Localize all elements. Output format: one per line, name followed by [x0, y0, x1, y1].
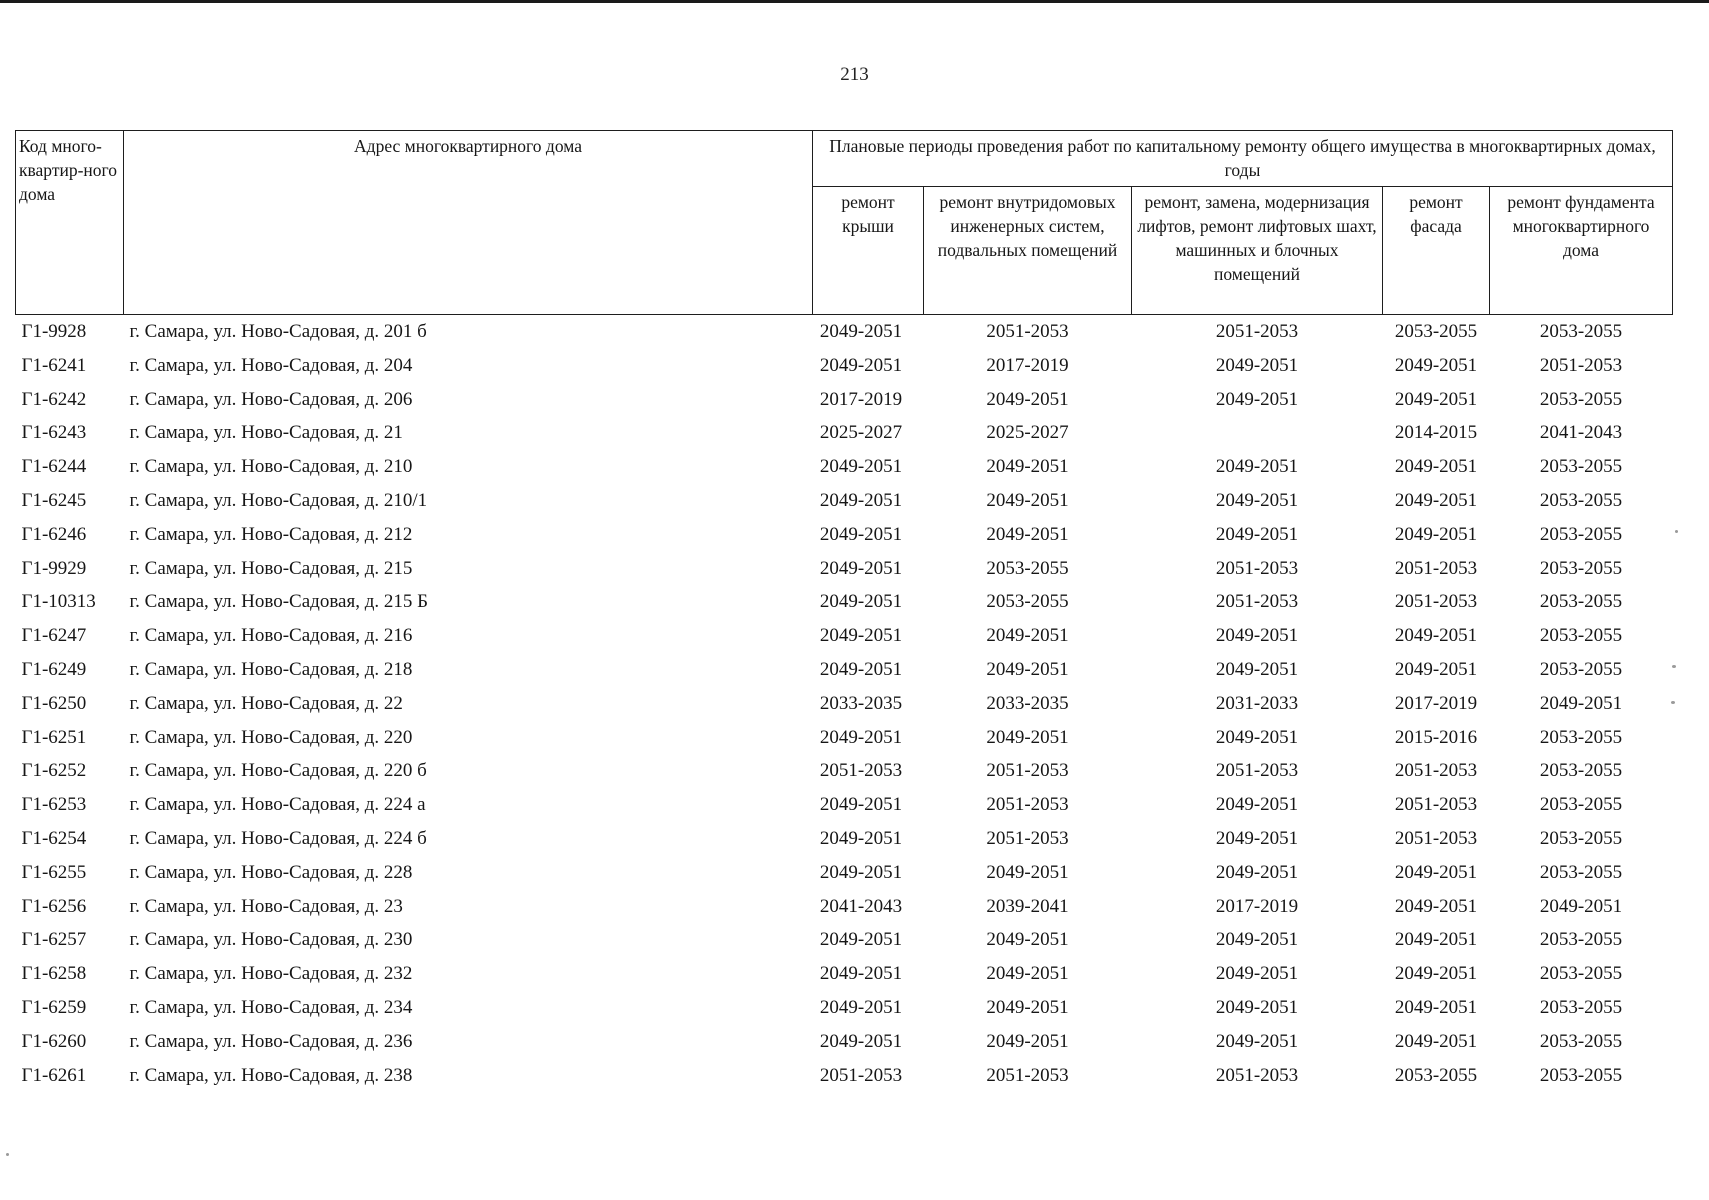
- elevator-repair-period-cell: 2049-2051: [1215, 963, 1299, 985]
- facade-repair-period-cell: 2049-2051: [1394, 1030, 1478, 1052]
- facade-repair-period-cell: 2049-2051: [1394, 523, 1478, 545]
- engineering-systems-period-cell: 2049-2051: [986, 929, 1069, 951]
- house-code-cell: Г1-6247: [21, 625, 87, 647]
- house-code-cell: Г1-9929: [21, 557, 87, 579]
- address-cell: г. Самара, ул. Ново-Садовая, д. 220: [129, 726, 413, 748]
- facade-repair-period-cell: 2051-2053: [1394, 557, 1478, 579]
- scan-speck: [1675, 530, 1678, 533]
- elevator-repair-period-cell: 2051-2053: [1215, 760, 1299, 782]
- elevator-repair-period-cell: 2051-2053: [1215, 557, 1299, 579]
- address-cell: г. Самара, ул. Ново-Садовая, д. 224 б: [129, 827, 427, 849]
- house-code-cell: Г1-6259: [21, 996, 87, 1018]
- engineering-systems-period-cell: 2053-2055: [986, 557, 1069, 579]
- scan-speck: [6, 1153, 9, 1156]
- house-code-cell: Г1-6260: [21, 1030, 87, 1052]
- table-row: [16, 754, 1673, 788]
- address-cell: г. Самара, ул. Ново-Садовая, д. 210/1: [129, 489, 428, 511]
- engineering-systems-period-cell: 2049-2051: [986, 489, 1069, 511]
- foundation-repair-period-cell: 2049-2051: [1539, 895, 1623, 917]
- capital-repair-schedule-table: [15, 130, 1673, 1092]
- table-row: [16, 788, 1673, 822]
- facade-repair-period-cell: 2017-2019: [1394, 692, 1478, 714]
- roof-repair-period-cell: 2041-2043: [819, 895, 903, 917]
- engineering-systems-period-cell: 2049-2051: [986, 658, 1069, 680]
- house-code-cell: Г1-6243: [21, 422, 87, 444]
- address-cell: г. Самара, ул. Ново-Садовая, д. 21: [129, 422, 403, 444]
- address-cell: г. Самара, ул. Ново-Садовая, д. 236: [129, 1030, 413, 1052]
- roof-repair-period-cell: 2049-2051: [819, 523, 903, 545]
- facade-repair-period-cell: 2014-2015: [1394, 422, 1478, 444]
- table-row: [16, 856, 1673, 890]
- engineering-systems-period-cell: 2051-2053: [986, 760, 1069, 782]
- address-cell: г. Самара, ул. Ново-Садовая, д. 230: [129, 929, 413, 951]
- foundation-repair-period-cell: 2053-2055: [1539, 794, 1623, 816]
- facade-repair-period-cell: 2049-2051: [1394, 489, 1478, 511]
- engineering-systems-period-cell: 2017-2019: [986, 354, 1069, 376]
- engineering-systems-period-cell: 2049-2051: [986, 963, 1069, 985]
- address-cell: г. Самара, ул. Ново-Садовая, д. 215 Б: [129, 591, 429, 613]
- header-engineering-systems-repair: ремонт внутридомовых инженерных систем, подвальных помещений: [924, 187, 1132, 315]
- table-row: [16, 1059, 1673, 1093]
- elevator-repair-period-cell: 2049-2051: [1215, 625, 1299, 647]
- roof-repair-period-cell: 2049-2051: [819, 794, 903, 816]
- facade-repair-period-cell: 2051-2053: [1394, 794, 1478, 816]
- facade-repair-period-cell: 2053-2055: [1394, 321, 1478, 342]
- roof-repair-period-cell: 2049-2051: [819, 354, 903, 376]
- foundation-repair-period-cell: 2053-2055: [1539, 827, 1623, 849]
- roof-repair-period-cell: 2017-2019: [819, 388, 903, 410]
- facade-repair-period-cell: 2051-2053: [1394, 827, 1478, 849]
- facade-repair-period-cell: 2049-2051: [1394, 625, 1478, 647]
- header-code: Код много-квартир-ного дома: [16, 131, 124, 315]
- elevator-repair-period-cell: [1132, 416, 1383, 450]
- elevator-repair-period-cell: 2049-2051: [1215, 861, 1299, 883]
- table-row: [16, 721, 1673, 755]
- table-row: [16, 687, 1673, 721]
- address-cell: г. Самара, ул. Ново-Садовая, д. 232: [129, 963, 413, 985]
- roof-repair-period-cell: 2051-2053: [819, 1064, 903, 1086]
- roof-repair-period-cell: 2033-2035: [819, 692, 903, 714]
- scan-top-edge: [0, 0, 1709, 3]
- facade-repair-period-cell: 2051-2053: [1394, 760, 1478, 782]
- engineering-systems-period-cell: 2033-2035: [986, 692, 1069, 714]
- house-code-cell: Г1-6261: [21, 1064, 87, 1086]
- facade-repair-period-cell: 2015-2016: [1394, 726, 1478, 748]
- table-row: [16, 416, 1673, 450]
- facade-repair-period-cell: 2049-2051: [1394, 658, 1478, 680]
- header-planned-periods: Плановые периоды проведения работ по капитальному ремонту общего имущества в многоквартирных домах, годы: [813, 131, 1673, 187]
- engineering-systems-period-cell: 2049-2051: [986, 861, 1069, 883]
- foundation-repair-period-cell: 2053-2055: [1539, 388, 1623, 410]
- foundation-repair-period-cell: 2053-2055: [1539, 1064, 1623, 1086]
- roof-repair-period-cell: 2049-2051: [819, 625, 903, 647]
- foundation-repair-period-cell: 2053-2055: [1539, 557, 1623, 579]
- roof-repair-period-cell: 2049-2051: [819, 591, 903, 613]
- engineering-systems-period-cell: 2049-2051: [986, 456, 1069, 478]
- header-row-top: [16, 131, 1673, 187]
- table-header: [16, 131, 1673, 315]
- house-code-cell: Г1-6257: [21, 929, 87, 951]
- house-code-cell: Г1-6252: [21, 760, 87, 782]
- table-row: [16, 585, 1673, 619]
- house-code-cell: Г1-9928: [21, 321, 87, 342]
- address-cell: г. Самара, ул. Ново-Садовая, д. 201 б: [129, 321, 427, 342]
- foundation-repair-period-cell: 2053-2055: [1539, 625, 1623, 647]
- table-row: [16, 923, 1673, 957]
- address-cell: г. Самара, ул. Ново-Садовая, д. 216: [129, 625, 413, 647]
- engineering-systems-period-cell: 2025-2027: [986, 422, 1069, 444]
- house-code-cell: Г1-6250: [21, 692, 87, 714]
- roof-repair-period-cell: 2025-2027: [819, 422, 903, 444]
- engineering-systems-period-cell: 2049-2051: [986, 1030, 1069, 1052]
- foundation-repair-period-cell: 2053-2055: [1539, 456, 1623, 478]
- engineering-systems-period-cell: 2051-2053: [986, 827, 1069, 849]
- facade-repair-period-cell: 2049-2051: [1394, 895, 1478, 917]
- roof-repair-period-cell: 2049-2051: [819, 827, 903, 849]
- facade-repair-period-cell: 2049-2051: [1394, 929, 1478, 951]
- roof-repair-period-cell: 2049-2051: [819, 726, 903, 748]
- foundation-repair-period-cell: 2041-2043: [1539, 422, 1623, 444]
- foundation-repair-period-cell: 2051-2053: [1539, 354, 1623, 376]
- roof-repair-period-cell: 2049-2051: [819, 321, 903, 342]
- elevator-repair-period-cell: 2049-2051: [1215, 388, 1299, 410]
- foundation-repair-period-cell: 2053-2055: [1539, 321, 1623, 342]
- roof-repair-period-cell: 2049-2051: [819, 861, 903, 883]
- engineering-systems-period-cell: 2049-2051: [986, 388, 1069, 410]
- table-row: [16, 653, 1673, 687]
- house-code-cell: Г1-6246: [21, 523, 87, 545]
- facade-repair-period-cell: 2049-2051: [1394, 996, 1478, 1018]
- address-cell: г. Самара, ул. Ново-Садовая, д. 238: [129, 1064, 413, 1086]
- elevator-repair-period-cell: 2049-2051: [1215, 354, 1299, 376]
- header-roof-repair: ремонт крыши: [813, 187, 924, 315]
- engineering-systems-period-cell: 2053-2055: [986, 591, 1069, 613]
- elevator-repair-period-cell: 2017-2019: [1215, 895, 1299, 917]
- table-row: [16, 1025, 1673, 1059]
- roof-repair-period-cell: 2049-2051: [819, 1030, 903, 1052]
- elevator-repair-period-cell: 2051-2053: [1215, 591, 1299, 613]
- foundation-repair-period-cell: 2049-2051: [1539, 692, 1623, 714]
- elevator-repair-period-cell: 2049-2051: [1215, 794, 1299, 816]
- header-foundation-repair: ремонт фундамента многоквартирного дома: [1490, 187, 1673, 315]
- elevator-repair-period-cell: 2049-2051: [1215, 1030, 1299, 1052]
- address-cell: г. Самара, ул. Ново-Садовая, д. 218: [129, 658, 413, 680]
- header-address: Адрес многоквартирного дома: [124, 131, 813, 315]
- address-cell: г. Самара, ул. Ново-Садовая, д. 204: [129, 354, 413, 376]
- address-cell: г. Самара, ул. Ново-Садовая, д. 224 а: [129, 794, 426, 816]
- house-code-cell: Г1-6244: [21, 456, 87, 478]
- address-cell: г. Самара, ул. Ново-Садовая, д. 228: [129, 861, 413, 883]
- foundation-repair-period-cell: 2053-2055: [1539, 760, 1623, 782]
- table-row: [16, 349, 1673, 383]
- roof-repair-period-cell: 2049-2051: [819, 929, 903, 951]
- engineering-systems-period-cell: 2049-2051: [986, 625, 1069, 647]
- address-cell: г. Самара, ул. Ново-Садовая, д. 215: [129, 557, 413, 579]
- engineering-systems-period-cell: 2039-2041: [986, 895, 1069, 917]
- roof-repair-period-cell: 2049-2051: [819, 489, 903, 511]
- address-cell: г. Самара, ул. Ново-Садовая, д. 22: [129, 692, 403, 714]
- foundation-repair-period-cell: 2053-2055: [1539, 861, 1623, 883]
- table-row: [16, 518, 1673, 552]
- roof-repair-period-cell: 2051-2053: [819, 760, 903, 782]
- foundation-repair-period-cell: 2053-2055: [1539, 591, 1623, 613]
- page-number: 213: [840, 64, 869, 85]
- elevator-repair-period-cell: 2051-2053: [1215, 321, 1299, 342]
- house-code-cell: Г1-6255: [21, 861, 87, 883]
- facade-repair-period-cell: 2049-2051: [1394, 861, 1478, 883]
- facade-repair-period-cell: 2049-2051: [1394, 388, 1478, 410]
- table-row: [16, 383, 1673, 417]
- address-cell: г. Самара, ул. Ново-Садовая, д. 220 б: [129, 760, 427, 782]
- table-row: [16, 991, 1673, 1025]
- elevator-repair-period-cell: 2049-2051: [1215, 456, 1299, 478]
- engineering-systems-period-cell: 2051-2053: [986, 321, 1069, 342]
- house-code-cell: Г1-6256: [21, 895, 87, 917]
- table-row: [16, 484, 1673, 518]
- foundation-repair-period-cell: 2053-2055: [1539, 658, 1623, 680]
- elevator-repair-period-cell: 2049-2051: [1215, 658, 1299, 680]
- facade-repair-period-cell: 2053-2055: [1394, 1064, 1478, 1086]
- house-code-cell: Г1-10313: [21, 591, 96, 613]
- table-row: [16, 822, 1673, 856]
- engineering-systems-period-cell: 2051-2053: [986, 794, 1069, 816]
- house-code-cell: Г1-6253: [21, 794, 87, 816]
- engineering-systems-period-cell: 2051-2053: [986, 1064, 1069, 1086]
- house-code-cell: Г1-6249: [21, 658, 87, 680]
- facade-repair-period-cell: 2049-2051: [1394, 963, 1478, 985]
- engineering-systems-period-cell: 2049-2051: [986, 523, 1069, 545]
- elevator-repair-period-cell: 2049-2051: [1215, 827, 1299, 849]
- foundation-repair-period-cell: 2053-2055: [1539, 1030, 1623, 1052]
- house-code-cell: Г1-6254: [21, 827, 87, 849]
- elevator-repair-period-cell: 2049-2051: [1215, 489, 1299, 511]
- elevator-repair-period-cell: 2051-2053: [1215, 1064, 1299, 1086]
- foundation-repair-period-cell: 2053-2055: [1539, 963, 1623, 985]
- facade-repair-period-cell: 2051-2053: [1394, 591, 1478, 613]
- roof-repair-period-cell: 2049-2051: [819, 963, 903, 985]
- header-facade-repair: ремонт фасада: [1383, 187, 1490, 315]
- address-cell: г. Самара, ул. Ново-Садовая, д. 212: [129, 523, 413, 545]
- table-body: [16, 315, 1673, 1093]
- elevator-repair-period-cell: 2049-2051: [1215, 996, 1299, 1018]
- roof-repair-period-cell: 2049-2051: [819, 456, 903, 478]
- roof-repair-period-cell: 2049-2051: [819, 658, 903, 680]
- foundation-repair-period-cell: 2053-2055: [1539, 996, 1623, 1018]
- header-elevator-repair: ремонт, замена, модернизация лифтов, ремонт лифтовых шахт, машинных и блочных помещений: [1132, 187, 1383, 315]
- foundation-repair-period-cell: 2053-2055: [1539, 929, 1623, 951]
- address-cell: г. Самара, ул. Ново-Садовая, д. 23: [129, 895, 403, 917]
- house-code-cell: Г1-6258: [21, 963, 87, 985]
- house-code-cell: Г1-6251: [21, 726, 87, 748]
- table-row: [16, 957, 1673, 991]
- foundation-repair-period-cell: 2053-2055: [1539, 726, 1623, 748]
- roof-repair-period-cell: 2049-2051: [819, 996, 903, 1018]
- facade-repair-period-cell: 2049-2051: [1394, 456, 1478, 478]
- table-row: [16, 619, 1673, 653]
- elevator-repair-period-cell: 2049-2051: [1215, 523, 1299, 545]
- house-code-cell: Г1-6242: [21, 388, 87, 410]
- table-row: [16, 315, 1673, 349]
- scan-speck: [1672, 665, 1676, 668]
- engineering-systems-period-cell: 2049-2051: [986, 996, 1069, 1018]
- scan-speck: [1671, 701, 1675, 704]
- house-code-cell: Г1-6245: [21, 489, 87, 511]
- address-cell: г. Самара, ул. Ново-Садовая, д. 210: [129, 456, 413, 478]
- foundation-repair-period-cell: 2053-2055: [1539, 523, 1623, 545]
- table-row: [16, 450, 1673, 484]
- elevator-repair-period-cell: 2049-2051: [1215, 726, 1299, 748]
- table-row: [16, 890, 1673, 924]
- engineering-systems-period-cell: 2049-2051: [986, 726, 1069, 748]
- address-cell: г. Самара, ул. Ново-Садовая, д. 234: [129, 996, 413, 1018]
- address-cell: г. Самара, ул. Ново-Садовая, д. 206: [129, 388, 413, 410]
- foundation-repair-period-cell: 2053-2055: [1539, 489, 1623, 511]
- elevator-repair-period-cell: 2049-2051: [1215, 929, 1299, 951]
- roof-repair-period-cell: 2049-2051: [819, 557, 903, 579]
- house-code-cell: Г1-6241: [21, 354, 87, 376]
- facade-repair-period-cell: 2049-2051: [1394, 354, 1478, 376]
- elevator-repair-period-cell: 2031-2033: [1215, 692, 1299, 714]
- table-row: [16, 552, 1673, 586]
